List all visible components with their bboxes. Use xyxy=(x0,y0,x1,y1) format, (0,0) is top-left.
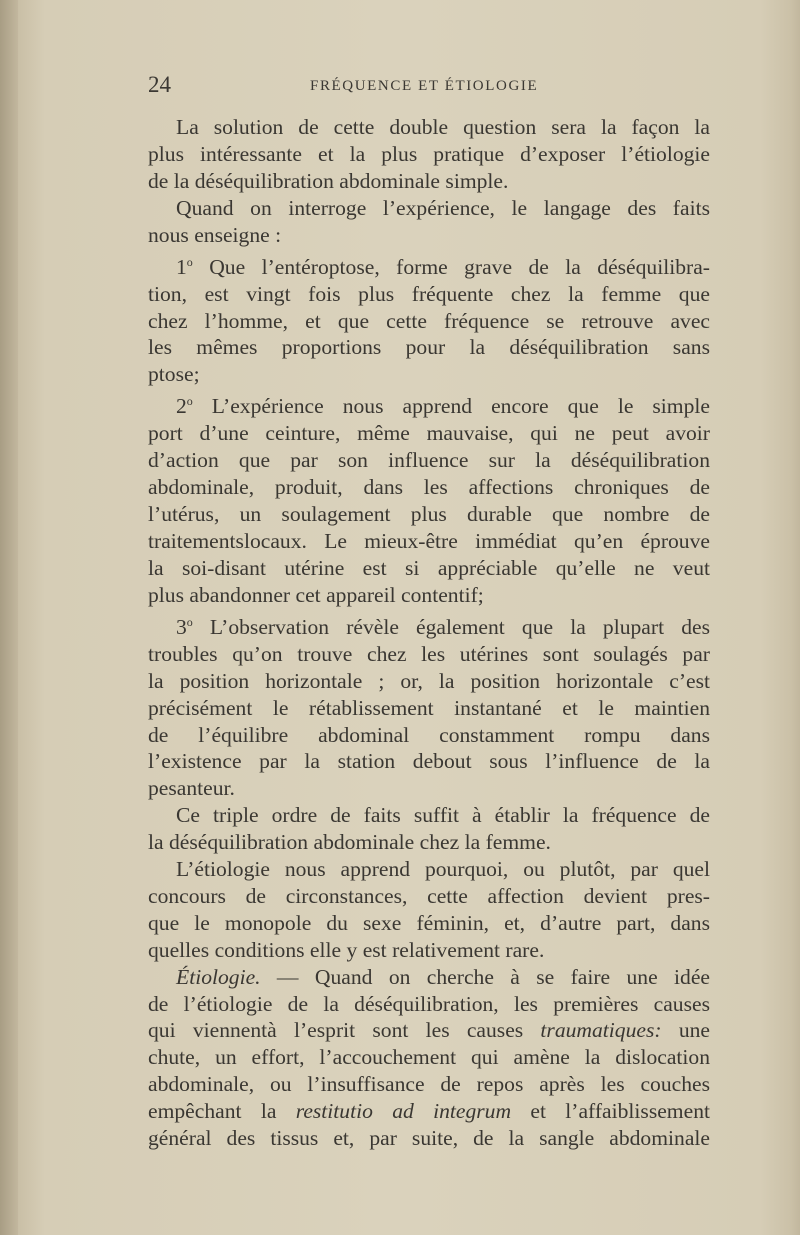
text-line: nous enseigne : xyxy=(148,222,282,247)
text-line: empêchant la restitutio ad integrum et l’affaiblissement xyxy=(148,1099,710,1124)
text-line: L’étiologie nous apprend pourquoi, ou plutôt, par quel xyxy=(176,857,710,882)
text-line: de la déséquilibration abdominale simple. xyxy=(148,168,509,193)
text-line: général des tissus et, par suite, de la sangle abdominale xyxy=(148,1126,710,1151)
text-line: que le monopole du sexe féminin, et, d’autre part, dans xyxy=(148,910,710,935)
text-line: de l’étiologie de la déséquilibration, les premières causes xyxy=(148,991,710,1016)
text-line: qui viennentà l’esprit sont les causes traumatiques: une xyxy=(148,1018,711,1043)
page-header xyxy=(148,72,708,102)
text-line: les mêmes proportions pour la déséquilibration sans xyxy=(148,335,710,360)
text-line: l’existence par la station debout sous l’influence de la xyxy=(148,749,710,774)
text-line: chute, un effort, l’accouchement qui amène la dislocation xyxy=(148,1045,710,1070)
body-text xyxy=(148,114,710,1152)
text-line: chez l’homme, et que cette fréquence se retrouve avec xyxy=(148,308,710,333)
text-line: d’action que par son influence sur la déséquilibration xyxy=(148,448,710,473)
text-line: troubles qu’on trouve chez les utérines sont soulagés par xyxy=(148,641,710,666)
text-line: Quand on interroge l’expérience, le langage des faits xyxy=(176,195,710,220)
text-line: La solution de cette double question sera la façon la xyxy=(176,115,710,139)
text-line: 2$^o$ L’expérience nous apprend encore que le simple xyxy=(176,394,710,419)
text-line: la position horizontale ; or, la position horizontale c’est xyxy=(148,668,710,693)
text-line: 1$^o$ Que l’entéroptose, forme grave de la déséquilibra- xyxy=(176,254,710,279)
running-title: FRÉQUENCE ET ÉTIOLOGIE xyxy=(310,78,539,94)
text-line: port d’une ceinture, même mauvaise, qui ne peut avoir xyxy=(148,421,710,446)
text-line: quelles conditions elle y est relativement rare. xyxy=(148,937,545,962)
text-line: 3$^o$ L’observation révèle également que la plupart des xyxy=(176,614,710,639)
text-line: pesanteur. xyxy=(148,776,235,801)
text-line: abdominale, ou l’insuffisance de repos après les couches xyxy=(148,1072,710,1097)
text-line: plus intéressante et la plus pratique d’exposer l’étiologie xyxy=(148,141,710,166)
text-line: précisément le rétablissement instantané et le maintien xyxy=(148,695,710,720)
page-binding-edge xyxy=(0,0,18,1235)
text-line: de l’équilibre abdominal constamment rompu dans xyxy=(148,722,710,747)
page-number: 24 xyxy=(148,72,171,97)
text-line: traitementslocaux. Le mieux-être immédiat qu’en éprouve xyxy=(148,528,710,553)
text-line: la soi-disant utérine est si appréciable qu’elle ne veut xyxy=(148,555,710,580)
text-line: plus abandonner cet appareil contentif; xyxy=(148,582,484,607)
text-line: tion, est vingt fois plus fréquente chez la femme que xyxy=(148,281,710,306)
text-line: la déséquilibration abdominale chez la femme. xyxy=(148,830,551,855)
text-line: Ce triple ordre de faits suffit à établir la fréquence de xyxy=(176,803,710,828)
text-line: ptose; xyxy=(148,362,200,387)
text-line: abdominale, produit, dans les affections chroniques de xyxy=(148,475,710,500)
text-line: concours de circonstances, cette affection devient pres- xyxy=(148,883,710,908)
text-line: Étiologie. — Quand on cherche à se faire une idée xyxy=(176,964,710,989)
text-line: l’utérus, un soulagement plus durable que nombre de xyxy=(148,502,710,527)
